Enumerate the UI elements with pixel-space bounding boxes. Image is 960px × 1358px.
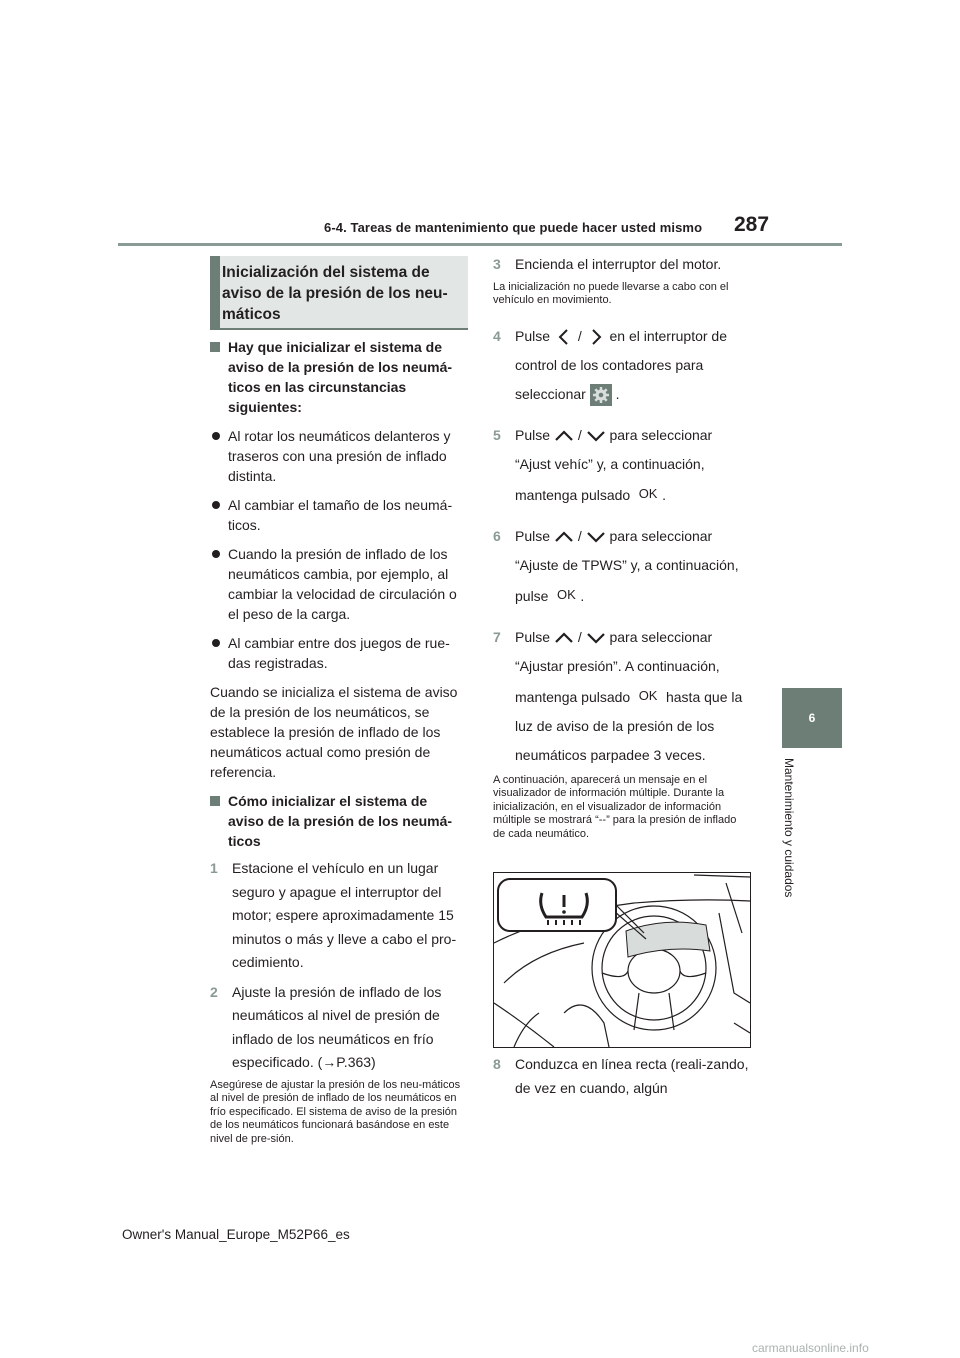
section-heading-box	[210, 256, 468, 328]
bullet-text: Al cambiar entre dos juegos de rue-das registradas.	[228, 635, 450, 671]
step-number: 2	[210, 983, 218, 1000]
chevron-up-icon	[554, 631, 574, 645]
step-text: Ajuste la presión de inflado de los neumáticos al nivel de presión de inflado de los neumáticos en frío especificado. (→P.363)	[232, 983, 442, 1070]
subheading-how	[210, 791, 462, 851]
step-7-note: A continuación, aparecerá un mensaje en el visualizador de información múltiple. Durante la inicialización, en el visualizador de información múltiple se mostrará “--” para la presión de inflado de cada neumático.	[493, 773, 737, 840]
subheading-how-text: Cómo inicializar el sistema de aviso de la presión de los neumá-ticos	[228, 793, 453, 849]
dashboard-illustration	[493, 872, 751, 1048]
chevron-up-icon	[554, 429, 574, 443]
bullet-text: Cuando la presión de inflado de los neumáticos cambia, por ejemplo, al cambiar la velocidad de circulación o el peso de la carga.	[228, 546, 457, 622]
section-accent-bar	[210, 256, 220, 328]
step-number: 3	[493, 256, 501, 272]
step-text: hasta que la luz de aviso de la presión de los neumáticos parpadee 3 veces.	[515, 688, 743, 763]
step-8	[493, 1053, 751, 1100]
bullet-text: Al rotar los neumáticos delanteros y traseros con una presión de inflado distinta.	[228, 428, 451, 484]
step-text: Pulse	[515, 426, 551, 443]
page-number: 287	[734, 213, 770, 236]
footer-text: Owner's Manual_Europe_M52P66_es	[122, 1227, 350, 1242]
chevron-down-icon	[586, 631, 606, 645]
step-number: 7	[493, 628, 501, 645]
chevron-up-icon	[554, 530, 574, 544]
chapter-label-text: Mantenimiento y cuidados	[782, 758, 796, 898]
step-text: Pulse	[515, 628, 551, 645]
step-text: Conduzca en línea recta (reali-zando, de vez en cuando, algún	[515, 1056, 749, 1096]
header-title: 6-4. Tareas de mantenimiento que puede hacer usted mismo	[324, 220, 703, 235]
section-underline	[210, 328, 468, 330]
step-number: 8	[493, 1056, 501, 1072]
watermark: carmanualsonline.info	[752, 1341, 869, 1355]
step-text: Estacione el vehículo en un lugar seguro y apague el interruptor del motor; espere aproximadamente 15 minutos o más y lleve a cabo el pro-cedimiento.	[232, 860, 457, 970]
reference-paragraph: Cuando se inicializa el sistema de aviso de la presión de los neumáticos, se establece la presión de inflado de los neumáticos actual como presión de referencia.	[210, 684, 458, 780]
chapter-label	[782, 758, 806, 928]
section-title: Inicialización del sistema de aviso de la presión de los neu-máticos	[222, 264, 448, 323]
chevron-right-icon	[586, 328, 606, 346]
chevron-down-icon	[586, 530, 606, 544]
step-text: en el interruptor de control de los contadores para seleccionar	[515, 327, 728, 402]
ok-button-icon: OK	[638, 485, 658, 501]
square-bullet-icon	[210, 796, 220, 806]
step-5	[493, 421, 751, 510]
step-6	[493, 522, 751, 611]
separator: /	[577, 628, 582, 645]
square-bullet-icon	[210, 342, 220, 352]
ok-button-icon: OK	[556, 586, 576, 602]
bullet-item	[210, 426, 462, 486]
step-end: .	[580, 587, 585, 604]
step-2-note: Asegúrese de ajustar la presión de los neu-máticos al nivel de presión de inflado de los neumáticos en frío especificado. El sistema de aviso de la presión de los neumáticos funcionará basándose en este nivel de pre-sión.	[210, 1078, 461, 1145]
step-number: 6	[493, 527, 501, 544]
step-text: Encienda el interruptor del motor.	[515, 256, 722, 272]
step-number: 1	[210, 860, 218, 876]
separator: /	[577, 426, 582, 443]
step-text: para seleccionar “Ajustar presión”. A continuación, mantenga pulsado	[515, 628, 720, 705]
step-text: para seleccionar “Ajuste de TPWS” y, a continuación, pulse	[515, 527, 739, 604]
step-7	[493, 623, 751, 770]
ok-button-icon: OK	[638, 687, 658, 703]
step-2	[210, 981, 462, 1075]
right-column-bottom	[493, 1053, 751, 1100]
header-divider	[118, 243, 842, 246]
right-column	[493, 253, 751, 841]
dashboard-drawing	[494, 873, 750, 1047]
step-end: .	[662, 486, 666, 503]
left-column	[210, 337, 462, 1146]
step-text: Pulse	[515, 327, 551, 344]
step-number: 5	[493, 426, 501, 443]
bullet-text: Al cambiar el tamaño de los neumá-ticos.	[228, 497, 453, 533]
step-text: para seleccionar “Ajust vehíc” y, a continuación, mantenga pulsado	[515, 426, 713, 503]
bullet-item	[210, 544, 462, 624]
step-3-note: La inicialización no puede llevarse a cabo con el vehículo en movimiento.	[493, 280, 729, 306]
step-4	[493, 322, 751, 409]
bullet-dot-icon	[212, 501, 220, 509]
settings-gear-icon	[590, 384, 612, 406]
bullet-dot-icon	[212, 432, 220, 440]
subheading-when	[210, 337, 462, 417]
chevron-down-icon	[586, 429, 606, 443]
chapter-tab: 6	[782, 688, 842, 748]
separator: /	[577, 327, 582, 344]
bullet-item	[210, 495, 462, 535]
bullet-item	[210, 633, 462, 673]
step-1	[210, 857, 462, 975]
step-end: .	[615, 385, 620, 402]
subheading-when-text: Hay que inicializar el sistema de aviso de la presión de los neumá-ticos en las circunstancias siguientes:	[228, 339, 453, 415]
step-number: 4	[493, 327, 501, 344]
bullet-dot-icon	[212, 639, 220, 647]
chevron-left-icon	[554, 328, 574, 346]
bullet-dot-icon	[212, 550, 220, 558]
step-3	[493, 253, 751, 277]
step-text: Pulse	[515, 527, 551, 544]
separator: /	[577, 527, 582, 544]
